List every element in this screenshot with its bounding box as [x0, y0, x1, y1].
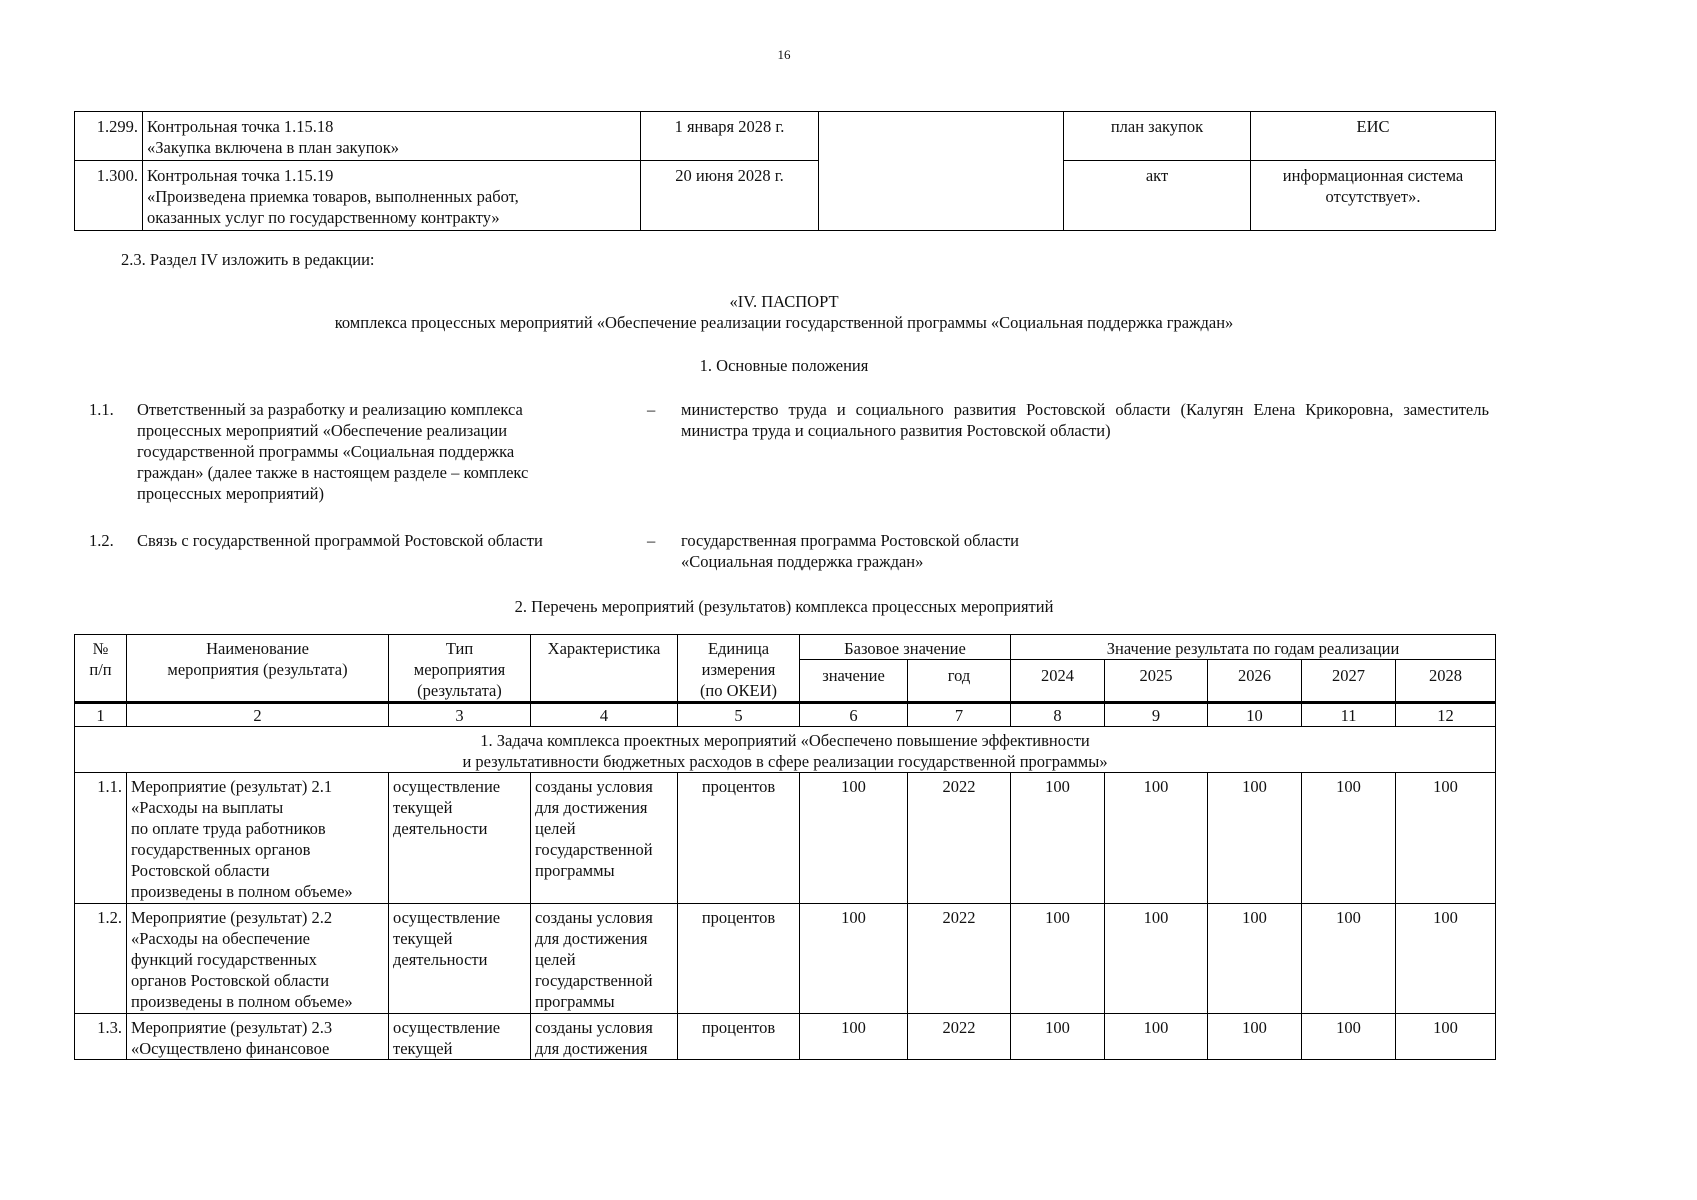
row-number: 1.3.	[75, 1014, 127, 1060]
row-name: Контрольная точка 1.15.18 «Закупка включена в план закупок»	[143, 112, 641, 161]
row-year-value: 100	[1396, 773, 1496, 904]
column-numbers-row	[75, 703, 1496, 727]
row-year-value: 100	[1302, 904, 1396, 1014]
item-dash: –	[647, 531, 656, 550]
row-name: Мероприятие (результат) 2.3 «Осуществлено финансовое	[127, 1014, 389, 1060]
table-row	[75, 1014, 1496, 1060]
row-year-value: 100	[1396, 904, 1496, 1014]
row-base-year: 2022	[908, 1014, 1011, 1060]
column-number: 11	[1302, 703, 1396, 727]
row-number: 1.1.	[75, 773, 127, 904]
row-type: осуществление текущей деятельности	[389, 773, 531, 904]
row-unit: процентов	[678, 1014, 800, 1060]
column-number: 10	[1208, 703, 1302, 727]
item-number: 1.1.	[89, 400, 114, 419]
row-characteristic: созданы условия для достижения	[531, 1014, 678, 1060]
heading-activities-list: 2. Перечень мероприятий (результатов) комплекса процессных мероприятий	[514, 597, 1054, 616]
row-number: 1.299.	[75, 112, 143, 161]
row-unit: процентов	[678, 904, 800, 1014]
row-system: ЕИС	[1251, 112, 1496, 161]
row-date: 20 июня 2028 г.	[641, 161, 819, 231]
column-number: 12	[1396, 703, 1496, 727]
column-number: 2	[127, 703, 389, 727]
section-title: «IV. ПАСПОРТ	[729, 292, 839, 311]
row-year-value: 100	[1302, 1014, 1396, 1060]
item-value: государственная программа Ростовской области «Социальная поддержка граждан»	[681, 531, 1019, 571]
column-number: 3	[389, 703, 531, 727]
header-unit: Единица измерения (по ОКЕИ)	[678, 635, 800, 703]
row-type: осуществление текущей деятельности	[389, 904, 531, 1014]
column-number: 5	[678, 703, 800, 727]
column-number: 8	[1011, 703, 1105, 727]
row-year-value: 100	[1302, 773, 1396, 904]
table-row	[75, 773, 1496, 904]
column-number: 9	[1105, 703, 1208, 727]
row-year-value: 100	[1208, 773, 1302, 904]
header-year: 2027	[1302, 660, 1396, 703]
row-base-value: 100	[800, 904, 908, 1014]
item-value: министерство труда и социального развития Ростовской области (Калугян Елена Крикоровна, заместитель министра труда и социального развития Ростовской области)	[681, 400, 1489, 440]
table-row	[75, 904, 1496, 1014]
column-number: 7	[908, 703, 1011, 727]
header-characteristic: Характеристика	[531, 635, 678, 703]
header-base-value: значение	[800, 660, 908, 703]
heading-basic-provisions: 1. Основные положения	[699, 356, 869, 375]
row-type: осуществление текущей	[389, 1014, 531, 1060]
header-year: 2024	[1011, 660, 1105, 703]
row-year-value: 100	[1011, 904, 1105, 1014]
row-number: 1.300.	[75, 161, 143, 231]
header-year: 2026	[1208, 660, 1302, 703]
row-document: акт	[1064, 161, 1251, 231]
row-year-value: 100	[1011, 773, 1105, 904]
header-type: Тип мероприятия (результата)	[389, 635, 531, 703]
column-number: 6	[800, 703, 908, 727]
row-name: Контрольная точка 1.15.19 «Произведена приемка товаров, выполненных работ, оказанных услуг по государственному контракту»	[143, 161, 641, 231]
header-name: Наименование мероприятия (результата)	[127, 635, 389, 703]
header-base-year: год	[908, 660, 1011, 703]
row-year-value: 100	[1105, 904, 1208, 1014]
header-results: Значение результата по годам реализации	[1011, 635, 1496, 660]
row-number: 1.2.	[75, 904, 127, 1014]
control-points-table	[74, 111, 1496, 231]
header-row	[75, 635, 1496, 660]
table-row	[75, 161, 1496, 231]
column-number: 1	[75, 703, 127, 727]
item-label: Связь с государственной программой Ростовской области	[137, 531, 543, 550]
row-name: Мероприятие (результат) 2.2 «Расходы на обеспечение функций государственных органов Ростовской области произведены в полном объеме»	[127, 904, 389, 1014]
row-year-value: 100	[1208, 904, 1302, 1014]
amendment-instruction: 2.3. Раздел IV изложить в редакции:	[121, 250, 375, 269]
column-number: 4	[531, 703, 678, 727]
page-number: 16	[777, 47, 791, 62]
activities-table	[74, 634, 1496, 1060]
row-base-value: 100	[800, 773, 908, 904]
row-year-value: 100	[1396, 1014, 1496, 1060]
task-title: 1. Задача комплекса проектных мероприятий «Обеспечено повышение эффективности и результативности бюджетных расходов в сфере реализации государственной программы»	[75, 727, 1496, 773]
row-name: Мероприятие (результат) 2.1 «Расходы на выплаты по оплате труда работников государственных органов Ростовской области произведены в полном объеме»	[127, 773, 389, 904]
row-characteristic: созданы условия для достижения целей государственной программы	[531, 773, 678, 904]
item-label: Ответственный за разработку и реализацию комплекса процессных мероприятий «Обеспечение реализации государственной программы «Социальная поддержка граждан» (далее также в настоящем разделе – комплекс процессных мероприятий)	[137, 400, 529, 503]
item-dash: –	[647, 400, 656, 419]
header-num: № п/п	[75, 635, 127, 703]
row-characteristic: созданы условия для достижения целей государственной программы	[531, 904, 678, 1014]
row-system: информационная система отсутствует».	[1251, 161, 1496, 231]
row-document: план закупок	[1064, 112, 1251, 161]
row-responsible	[819, 112, 1064, 231]
row-base-year: 2022	[908, 773, 1011, 904]
row-base-value: 100	[800, 1014, 908, 1060]
row-base-year: 2022	[908, 904, 1011, 1014]
item-number: 1.2.	[89, 531, 114, 550]
section-subtitle: комплекса процессных мероприятий «Обеспечение реализации государственной программы «Социальная поддержка граждан»	[334, 313, 1234, 332]
row-year-value: 100	[1208, 1014, 1302, 1060]
row-year-value: 100	[1105, 773, 1208, 904]
header-year: 2025	[1105, 660, 1208, 703]
task-row	[75, 727, 1496, 773]
row-year-value: 100	[1011, 1014, 1105, 1060]
row-year-value: 100	[1105, 1014, 1208, 1060]
row-date: 1 января 2028 г.	[641, 112, 819, 161]
table-row	[75, 112, 1496, 161]
header-base: Базовое значение	[800, 635, 1011, 660]
header-year: 2028	[1396, 660, 1496, 703]
row-unit: процентов	[678, 773, 800, 904]
